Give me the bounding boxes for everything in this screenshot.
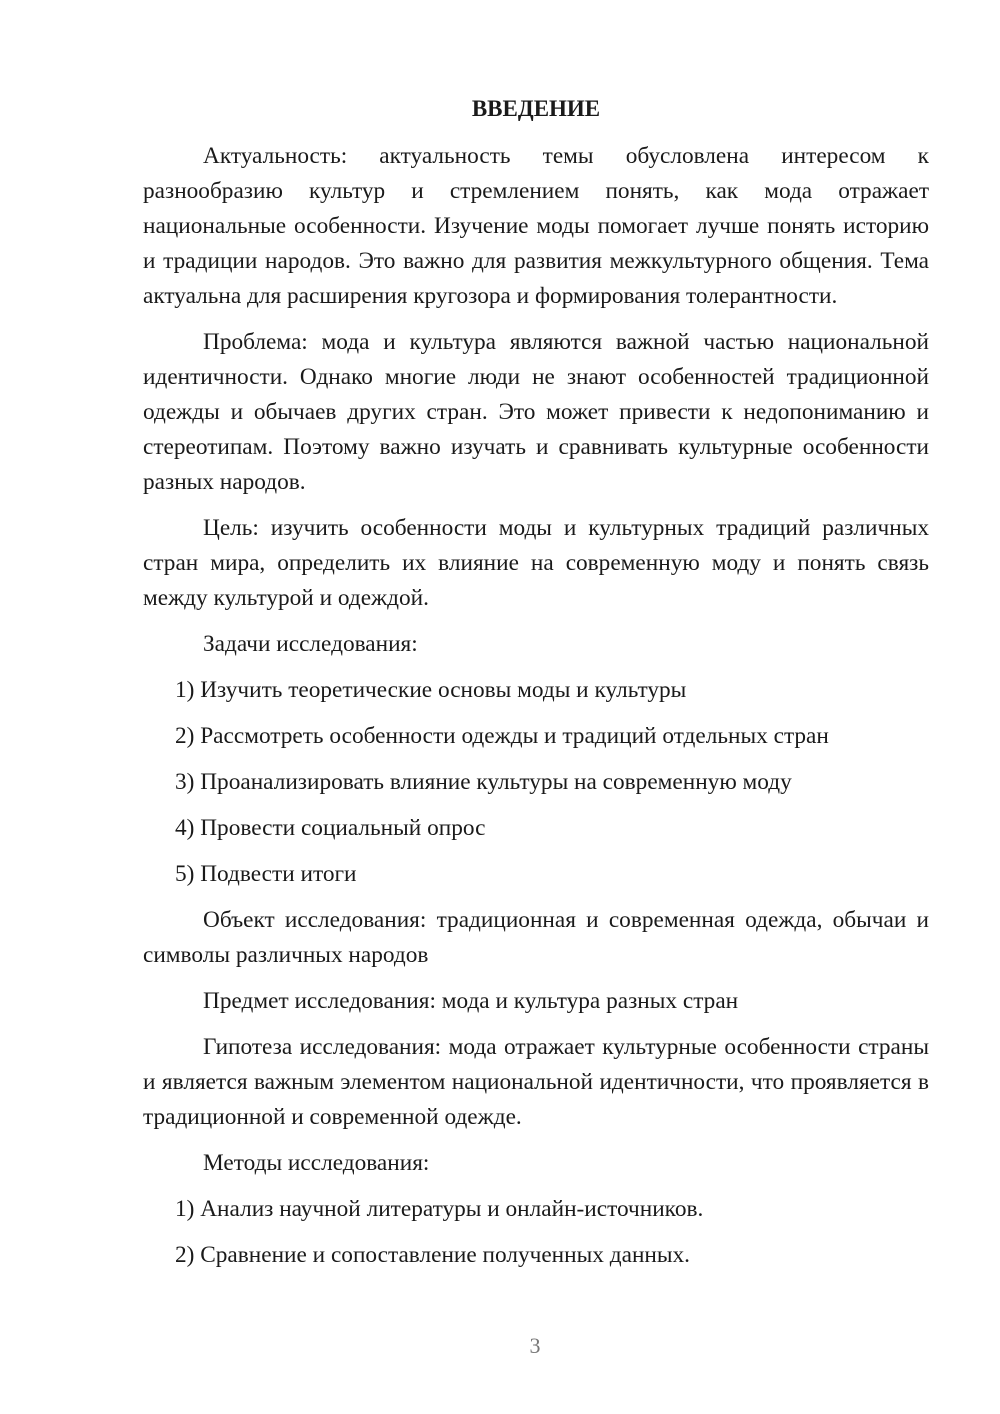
tasks-heading: Задачи исследования: <box>203 631 418 657</box>
task-item: 4) Провести социальный опрос <box>175 815 486 841</box>
object-paragraph: Объект исследования: традиционная и современная одежда, обычаи и символы различных народов <box>143 907 929 968</box>
relevance-paragraph: Актуальность: актуальность темы обусловлена интересом к разнообразию культур и стремлением понять, как мода отражает национальные особенности. Изучение моды помогает лучше понять историю и традиции народов. Это важно для развития межкультурного общения. Тема актуальна для расширения кругозора и формирования толерантности. <box>143 143 929 309</box>
problem-paragraph: Проблема: мода и культура являются важной частью национальной идентичности. Однако многие люди не знают особенностей традиционной одежды и обычаев других стран. Это может привести к недопониманию и стереотипам. Поэтому важно изучать и сравнивать культурные особенности разных народов. <box>143 329 929 495</box>
task-item: 5) Подвести итоги <box>175 861 357 887</box>
task-item: 1) Изучить теоретические основы моды и культуры <box>175 677 687 703</box>
subject-paragraph: Предмет исследования: мода и культура разных стран <box>203 988 739 1014</box>
page-number: 3 <box>529 1333 541 1358</box>
methods-heading: Методы исследования: <box>203 1150 430 1176</box>
goal-paragraph: Цель: изучить особенности моды и культурных традиций различных стран мира, определить их влияние на современную моду и понять связь между культурой и одеждой. <box>143 515 929 611</box>
task-item: 2) Рассмотреть особенности одежды и традиций отдельных стран <box>175 723 829 749</box>
page-title: ВВЕДЕНИЕ <box>471 96 601 121</box>
method-item: 1) Анализ научной литературы и онлайн-источников. <box>175 1196 704 1222</box>
hypothesis-paragraph: Гипотеза исследования: мода отражает культурные особенности страны и является важным элементом национальной идентичности, что проявляется в традиционной и современной одежде. <box>143 1034 929 1130</box>
method-item: 2) Сравнение и сопоставление полученных данных. <box>175 1242 690 1268</box>
document-page <box>143 92 929 1284</box>
task-item: 3) Проанализировать влияние культуры на современную моду <box>175 769 792 795</box>
